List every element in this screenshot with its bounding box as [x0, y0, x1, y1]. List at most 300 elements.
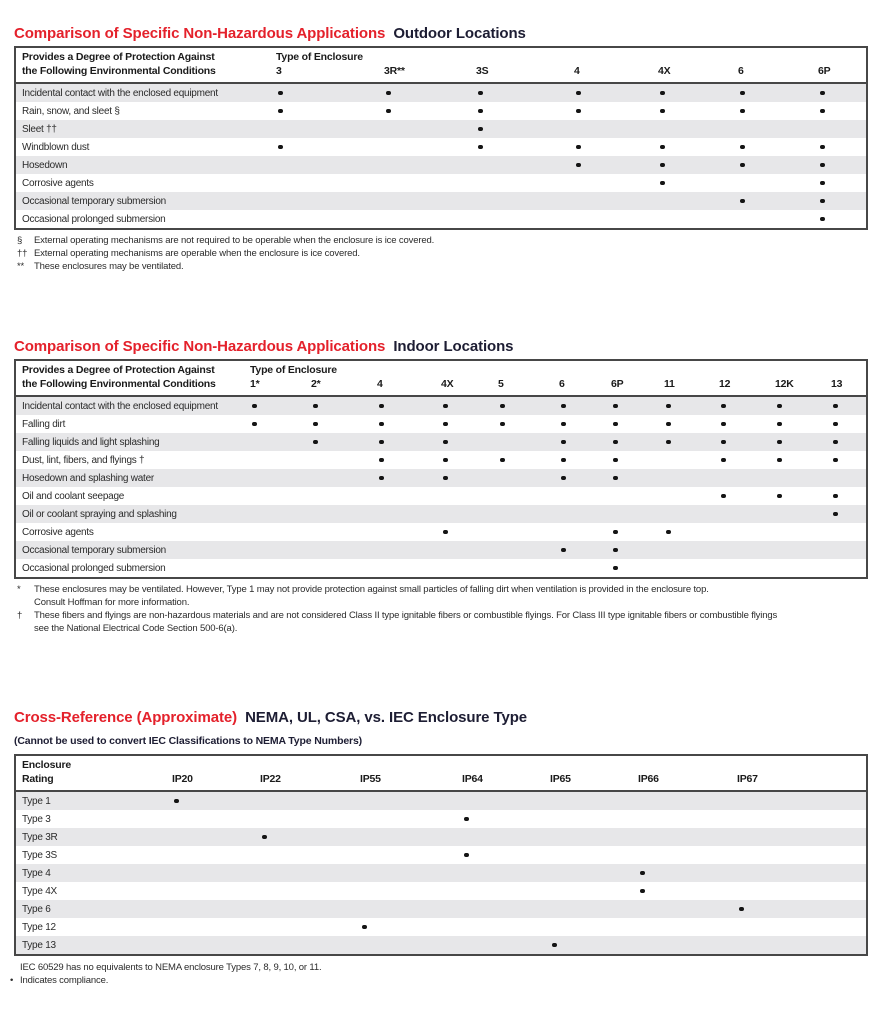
table-row: [16, 102, 866, 120]
column-header: IP66: [638, 773, 659, 785]
compliance-dot: [777, 440, 782, 445]
compliance-dot: [660, 181, 665, 186]
section-title: [14, 337, 868, 356]
compliance-dot: [379, 476, 384, 481]
dot-cell: [252, 810, 352, 828]
compliance-dot: [443, 530, 448, 535]
dot-cell: [542, 900, 630, 918]
dot-cell: [302, 505, 368, 523]
dot-cell: [630, 828, 729, 846]
dot-cell: [655, 451, 710, 469]
compliance-dot: [278, 91, 283, 96]
dot-cell: [252, 828, 352, 846]
table-row: [16, 523, 866, 541]
indoor-comparison-table: [14, 359, 868, 579]
dot-cell: [432, 541, 489, 559]
column-header: 2*: [311, 378, 321, 390]
dot-cell: [542, 918, 630, 936]
type-of-enclosure-label: Type of Enclosure: [276, 51, 363, 63]
dot-cell: [432, 505, 489, 523]
compliance-dot: [478, 109, 483, 114]
dot-cell: [489, 523, 550, 541]
row-label: Dust, lint, fibers, and flyings †: [22, 454, 145, 466]
dot-cell: [630, 846, 729, 864]
dot-cell: [368, 523, 432, 541]
dot-cell: [368, 415, 432, 433]
footnote-text: [34, 247, 868, 260]
dot-cell: [630, 792, 729, 810]
dot-cell: [374, 210, 466, 228]
compliance-dot: [833, 404, 838, 409]
dot-cell: [252, 900, 352, 918]
dot-cell: [374, 192, 466, 210]
footnote-line: These enclosures may be ventilated. However, Type 1 may not provide protection against small particles of falling dirt when ventilation is provided in the enclosure top.: [34, 584, 709, 595]
table-row: [16, 451, 866, 469]
compliance-dot: [833, 494, 838, 499]
compliance-dot: [613, 548, 618, 553]
compliance-dot: [613, 458, 618, 463]
compliance-dot: [313, 422, 318, 427]
table-body: [16, 397, 866, 577]
dot-cell: [374, 156, 466, 174]
compliance-dot: [464, 817, 469, 822]
section-title: [14, 24, 868, 43]
dot-cell: [564, 120, 648, 138]
dot-cell: [241, 487, 302, 505]
compliance-dot: [721, 404, 726, 409]
dot-cell: [550, 397, 602, 415]
dot-cell: [368, 451, 432, 469]
table-row: [16, 541, 866, 559]
row-label: Type 3R: [22, 831, 58, 843]
row-label: Rain, snow, and sleet §: [22, 105, 120, 117]
column-header: 5: [498, 378, 504, 390]
dot-cell: [602, 487, 655, 505]
section-title: [14, 708, 868, 727]
table-row: [16, 433, 866, 451]
dot-cell: [728, 210, 808, 228]
dot-cell: [710, 523, 766, 541]
dot-cell: [466, 102, 564, 120]
dot-cell: [241, 559, 302, 577]
dot-cell: [432, 487, 489, 505]
dot-cell: [266, 120, 374, 138]
row-label: Occasional prolonged submersion: [22, 562, 166, 574]
column-header: 1*: [250, 378, 260, 390]
table-header-left: [16, 50, 266, 79]
compliance-dot: [576, 163, 581, 168]
dot-cell: [729, 846, 866, 864]
dot-cell: [550, 505, 602, 523]
dot-cell: [454, 918, 542, 936]
section-title-black: Indoor Locations: [393, 338, 514, 355]
section-title-red: Comparison of Specific Non-Hazardous Applications: [14, 338, 386, 355]
table-header: [16, 48, 866, 84]
compliance-dot: [464, 853, 469, 858]
column-header: 6: [738, 65, 744, 77]
dot-cell: [241, 523, 302, 541]
dot-cell: [550, 541, 602, 559]
dot-cell: [822, 523, 866, 541]
dot-cell: [252, 918, 352, 936]
dot-cell: [374, 138, 466, 156]
dot-cell: [352, 792, 454, 810]
dot-cell: [432, 523, 489, 541]
dot-cell: [602, 559, 655, 577]
column-header: 3R**: [384, 65, 405, 77]
table-row: [16, 864, 866, 882]
table-header-left: [16, 363, 241, 392]
dot-cell: [728, 138, 808, 156]
section-title-black: NEMA, UL, CSA, vs. IEC Enclosure Type: [245, 709, 527, 726]
row-label: Sleet ††: [22, 123, 57, 135]
row-label: Corrosive agents: [22, 177, 94, 189]
dot-cell: [648, 138, 728, 156]
table-header: [16, 756, 866, 792]
dot-cell: [710, 397, 766, 415]
compliance-dot: [576, 109, 581, 114]
dot-cell: [432, 397, 489, 415]
dot-cell: [564, 192, 648, 210]
dot-cell: [822, 451, 866, 469]
dot-cell: [164, 828, 252, 846]
dot-cell: [550, 559, 602, 577]
footnote: [8, 961, 868, 974]
compliance-dot: [443, 476, 448, 481]
dot-cell: [466, 138, 564, 156]
table-row: [16, 415, 866, 433]
compliance-dot: [833, 422, 838, 427]
column-header: 6P: [611, 378, 624, 390]
footnote-marker: §: [17, 235, 23, 246]
dot-cell: [602, 469, 655, 487]
dot-cell: [808, 84, 866, 102]
footnote: [14, 609, 868, 635]
dot-cell: [710, 433, 766, 451]
table-row: [16, 487, 866, 505]
dot-cell: [550, 433, 602, 451]
table-row: [16, 469, 866, 487]
dot-cell: [655, 541, 710, 559]
column-header: 4: [574, 65, 580, 77]
dot-cell: [602, 523, 655, 541]
compliance-dot: [561, 404, 566, 409]
dot-cell: [602, 433, 655, 451]
dot-cell: [454, 882, 542, 900]
outdoor-comparison-table: [14, 46, 868, 230]
compliance-dot: [379, 458, 384, 463]
compliance-dot: [666, 422, 671, 427]
footnote-line: External operating mechanisms are operable when the enclosure is ice covered.: [34, 248, 360, 259]
dot-cell: [564, 210, 648, 228]
dot-cell: [368, 505, 432, 523]
dot-cell: [550, 487, 602, 505]
row-label: Occasional temporary submersion: [22, 195, 166, 207]
dot-cell: [241, 433, 302, 451]
compliance-dot: [740, 199, 745, 204]
dot-cell: [710, 505, 766, 523]
table-row: [16, 210, 866, 228]
dot-cell: [302, 559, 368, 577]
row-label: Occasional prolonged submersion: [22, 213, 166, 225]
dot-cell: [302, 433, 368, 451]
compliance-dot: [833, 440, 838, 445]
dot-cell: [489, 415, 550, 433]
compliance-dot: [478, 127, 483, 132]
dot-cell: [352, 828, 454, 846]
row-label: Type 3S: [22, 849, 57, 861]
dot-cell: [266, 174, 374, 192]
compliance-dot: [666, 530, 671, 535]
dot-cell: [564, 84, 648, 102]
dot-cell: [822, 505, 866, 523]
dot-cell: [542, 936, 630, 954]
dot-cell: [164, 918, 252, 936]
dot-cell: [822, 559, 866, 577]
dot-cell: [766, 523, 822, 541]
dot-cell: [241, 415, 302, 433]
dot-cell: [542, 882, 630, 900]
dot-cell: [602, 397, 655, 415]
compliance-dot: [777, 422, 782, 427]
column-header: 3: [276, 65, 282, 77]
table-row: [16, 192, 866, 210]
dot-cell: [466, 174, 564, 192]
dot-cell: [489, 397, 550, 415]
footnote-line: External operating mechanisms are not required to be operable when the enclosure is ice covered.: [34, 235, 435, 246]
dot-cell: [728, 156, 808, 174]
compliance-dot: [721, 458, 726, 463]
dot-cell: [368, 433, 432, 451]
footnote-marker: **: [17, 261, 25, 272]
dot-cell: [164, 936, 252, 954]
dot-cell: [241, 397, 302, 415]
dot-cell: [266, 138, 374, 156]
dot-cell: [374, 102, 466, 120]
section-title-black: Outdoor Locations: [393, 25, 526, 42]
compliance-dot: [278, 109, 283, 114]
row-label: Type 3: [22, 813, 51, 825]
compliance-dot: [613, 476, 618, 481]
compliance-dot: [820, 109, 825, 114]
header-left-line2: the Following Environmental Conditions: [22, 65, 216, 77]
table-header: [16, 361, 866, 397]
dot-cell: [728, 192, 808, 210]
dot-cell: [466, 84, 564, 102]
compliance-dot: [313, 440, 318, 445]
dot-cell: [822, 433, 866, 451]
footnote-line: These enclosures may be ventilated.: [34, 261, 184, 272]
dot-cell: [808, 192, 866, 210]
compliance-dot: [740, 145, 745, 150]
indoor-footnotes: [14, 583, 868, 635]
dot-cell: [766, 469, 822, 487]
dot-cell: [466, 210, 564, 228]
dot-cell: [655, 469, 710, 487]
dot-cell: [454, 846, 542, 864]
compliance-dot: [740, 163, 745, 168]
dot-cell: [564, 156, 648, 174]
compliance-dot: [252, 404, 257, 409]
compliance-dot: [613, 566, 618, 571]
header-left-line1: Provides a Degree of Protection Against: [22, 51, 215, 63]
compliance-dot: [252, 422, 257, 427]
footnote-line: IEC 60529 has no equivalents to NEMA enclosure Types 7, 8, 9, 10, or 11.: [20, 962, 322, 973]
dot-cell: [352, 936, 454, 954]
column-header: 3S: [476, 65, 489, 77]
table-row: [16, 792, 866, 810]
dot-cell: [766, 505, 822, 523]
dot-cell: [542, 792, 630, 810]
footnote-text: [34, 260, 868, 273]
row-label: Type 12: [22, 921, 56, 933]
dot-cell: [241, 469, 302, 487]
dot-cell: [542, 810, 630, 828]
compliance-dot: [576, 145, 581, 150]
dot-cell: [352, 864, 454, 882]
column-header: 4: [377, 378, 383, 390]
row-label: Type 13: [22, 939, 56, 951]
row-label: Falling liquids and light splashing: [22, 436, 160, 448]
table-row: [16, 156, 866, 174]
table-row: [16, 846, 866, 864]
section-title-red: Comparison of Specific Non-Hazardous Applications: [14, 25, 386, 42]
table-row: [16, 936, 866, 954]
dot-cell: [655, 487, 710, 505]
dot-cell: [648, 156, 728, 174]
compliance-dot: [613, 404, 618, 409]
footnote-text: [34, 583, 868, 609]
footnote: [14, 260, 868, 273]
column-header: 6P: [818, 65, 831, 77]
dot-cell: [432, 451, 489, 469]
table-row: [16, 84, 866, 102]
dot-cell: [766, 487, 822, 505]
compliance-dot: [820, 163, 825, 168]
dot-cell: [655, 397, 710, 415]
table-row: [16, 120, 866, 138]
dot-cell: [729, 918, 866, 936]
footnote-text: [34, 609, 868, 635]
dot-cell: [489, 469, 550, 487]
dot-cell: [374, 84, 466, 102]
dot-cell: [454, 900, 542, 918]
dot-cell: [808, 138, 866, 156]
compliance-dot: [740, 109, 745, 114]
footnote-line: These fibers and flyings are non-hazardous materials and are not considered Class II type ignitable fibers or combustible flyings. For Class III type ignitable fibers or combustible flyings: [34, 610, 778, 621]
cross-reference-disclaimer: (Cannot be used to convert IEC Classifications to NEMA Type Numbers): [14, 735, 363, 747]
dot-cell: [729, 936, 866, 954]
dot-cell: [454, 828, 542, 846]
dot-cell: [352, 810, 454, 828]
dot-cell: [252, 936, 352, 954]
dot-cell: [550, 415, 602, 433]
footnote-line: Consult Hoffman for more information.: [34, 597, 190, 608]
dot-cell: [822, 541, 866, 559]
compliance-dot: [640, 889, 645, 894]
dot-cell: [766, 559, 822, 577]
dot-cell: [302, 397, 368, 415]
footnote-text: [34, 234, 868, 247]
dot-cell: [822, 415, 866, 433]
dot-cell: [728, 102, 808, 120]
dot-cell: [648, 84, 728, 102]
dot-cell: [302, 451, 368, 469]
compliance-dot: [613, 440, 618, 445]
dot-cell: [729, 864, 866, 882]
compliance-dot: [613, 530, 618, 535]
compliance-dot: [777, 458, 782, 463]
footnote-marker: •: [10, 975, 14, 986]
dot-cell: [302, 415, 368, 433]
dot-cell: [602, 505, 655, 523]
compliance-dot: [833, 458, 838, 463]
dot-cell: [489, 505, 550, 523]
dot-cell: [542, 846, 630, 864]
dot-cell: [432, 415, 489, 433]
dot-cell: [164, 846, 252, 864]
dot-cell: [728, 120, 808, 138]
compliance-dot: [820, 91, 825, 96]
type-of-enclosure-label: Type of Enclosure: [250, 364, 337, 376]
compliance-dot: [500, 404, 505, 409]
compliance-dot: [576, 91, 581, 96]
compliance-dot: [500, 458, 505, 463]
column-header: IP67: [737, 773, 758, 785]
dot-cell: [489, 433, 550, 451]
dot-cell: [766, 433, 822, 451]
footnote: [14, 247, 868, 260]
row-label: Occasional temporary submersion: [22, 544, 166, 556]
dot-cell: [368, 397, 432, 415]
dot-cell: [766, 451, 822, 469]
footnote: [14, 234, 868, 247]
dot-cell: [655, 433, 710, 451]
table-row: [16, 397, 866, 415]
dot-cell: [808, 174, 866, 192]
dot-cell: [164, 864, 252, 882]
dot-cell: [655, 415, 710, 433]
compliance-dot: [278, 145, 283, 150]
compliance-dot: [561, 422, 566, 427]
dot-cell: [564, 102, 648, 120]
dot-cell: [266, 102, 374, 120]
column-header: 13: [831, 378, 843, 390]
footnote: [14, 583, 868, 609]
compliance-dot: [561, 440, 566, 445]
dot-cell: [489, 487, 550, 505]
column-header: IP65: [550, 773, 571, 785]
dot-cell: [241, 451, 302, 469]
compliance-dot: [777, 404, 782, 409]
dot-cell: [710, 487, 766, 505]
header-left-line1: Provides a Degree of Protection Against: [22, 364, 215, 376]
dot-cell: [164, 810, 252, 828]
section-title-red: Cross-Reference (Approximate): [14, 709, 237, 726]
dot-cell: [630, 864, 729, 882]
dot-cell: [368, 559, 432, 577]
compliance-dot: [660, 145, 665, 150]
compliance-dot: [386, 91, 391, 96]
table-row: [16, 828, 866, 846]
dot-cell: [164, 900, 252, 918]
dot-cell: [550, 451, 602, 469]
table-row: [16, 882, 866, 900]
dot-cell: [352, 882, 454, 900]
section-outdoor-comparison: [14, 24, 868, 273]
table-body: [16, 792, 866, 954]
dot-cell: [710, 541, 766, 559]
